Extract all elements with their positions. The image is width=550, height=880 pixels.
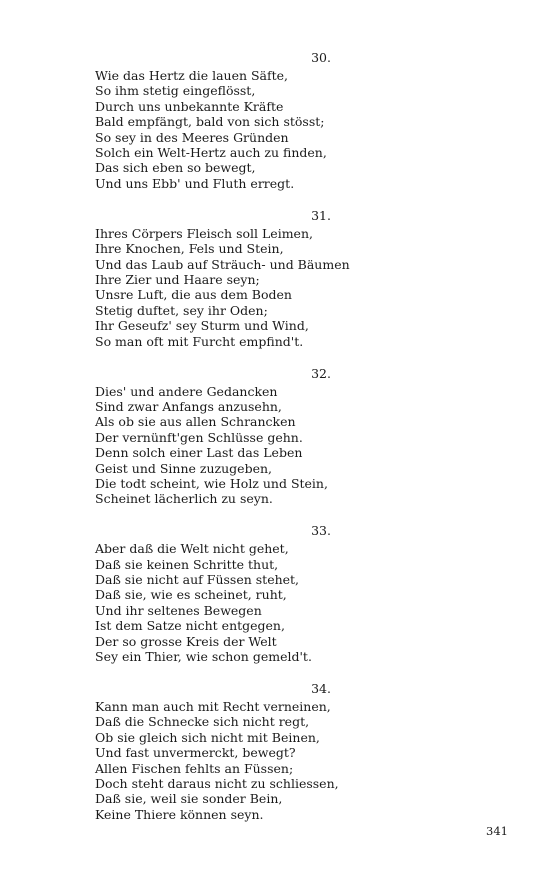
verse-line: Ist dem Satze nicht entgegen, (95, 618, 285, 634)
poem-body (95, 50, 350, 839)
verse-line: Und ihr seltenes Bewegen (95, 602, 262, 618)
verse-line: Und fast unvermerckt, bewegt? (95, 745, 296, 761)
verse-line: Und das Laub auf Sträuch- und Bäumen (95, 256, 350, 272)
verse-line: Daß sie, wie es scheinet, ruht, (95, 587, 287, 603)
verse-line: Aber daß die Welt nicht gehet, (95, 541, 289, 557)
verse-line: Sind zwar Anfangs anzusehn, (95, 398, 282, 414)
verse-line: Sey ein Thier, wie schon gemeld't. (95, 649, 312, 665)
verse-line: Ob sie gleich sich nicht mit Beinen, (95, 729, 320, 745)
verse-line: Keine Thiere können seyn. (95, 806, 264, 822)
verse-line: Der vernünft'gen Schlüsse gehn. (95, 429, 303, 445)
stanza-30 (95, 50, 335, 191)
page-number: 341 (486, 824, 508, 838)
verse-line: Bald empfängt, bald von sich stösst; (95, 114, 325, 130)
verse-line: Ihr Geseufz' sey Sturm und Wind, (95, 318, 309, 334)
verse-line: Kann man auch mit Recht verneinen, (95, 699, 331, 714)
verse-line: Ihre Zier und Haare seyn; (95, 271, 260, 287)
verse-line: So sey in des Meeres Gründen (95, 129, 289, 145)
verse-line: Der so grosse Kreis der Welt (95, 633, 277, 649)
verse-line: Durch uns unbekannte Kräfte (95, 98, 284, 114)
stanza-number: 31. (311, 207, 331, 223)
verse-line: So man oft mit Furcht empfind't. (95, 333, 304, 349)
stanza-31 (95, 207, 350, 349)
verse-line: Denn solch einer Last das Leben (95, 445, 303, 461)
verse-line: Die todt scheint, wie Holz und Stein, (95, 475, 328, 491)
verse-line: Und uns Ebb' und Fluth erregt. (95, 175, 295, 191)
stanza-number: 33. (311, 523, 331, 539)
verse-line: Solch ein Welt-Hertz auch zu finden, (95, 145, 327, 161)
stanza-number: 30. (311, 50, 331, 65)
verse-line: Dies' und andere Gedancken (95, 383, 278, 399)
stanza-34 (95, 681, 339, 822)
verse-line: Ihre Knochen, Fels und Stein, (95, 241, 284, 257)
verse-line: Unsre Luft, die aus dem Boden (95, 287, 292, 303)
verse-line: Ihres Cörpers Fleisch soll Leimen, (95, 225, 313, 241)
stanza-number: 34. (311, 681, 331, 696)
verse-line: Stetig duftet, sey ihr Oden; (95, 302, 268, 318)
verse-line: Scheinet lächerlich zu seyn. (95, 491, 273, 507)
verse-line: Daß sie nicht auf Füssen stehet, (95, 572, 300, 588)
verse-line: Als ob sie aus allen Schrancken (95, 414, 296, 430)
verse-line: Daß sie, weil sie sonder Bein, (95, 791, 283, 807)
stanza-number: 32. (311, 365, 331, 381)
verse-line: Daß sie keinen Schritte thut, (95, 556, 279, 572)
verse-line: Allen Fischen fehlts an Füssen; (95, 760, 294, 776)
stanza-33 (95, 523, 335, 664)
verse-line: Wie das Hertz die lauen Säfte, (95, 68, 289, 83)
verse-line: Geist und Sinne zuzugeben, (95, 460, 272, 476)
verse-line: Doch steht daraus nicht zu schliessen, (95, 776, 339, 792)
verse-line: Das sich eben so bewegt, (95, 160, 256, 176)
stanza-32 (95, 366, 335, 507)
verse-line: So ihm stetig eingeflösst, (95, 83, 256, 99)
verse-line: Daß die Schnecke sich nicht regt, (95, 714, 310, 730)
